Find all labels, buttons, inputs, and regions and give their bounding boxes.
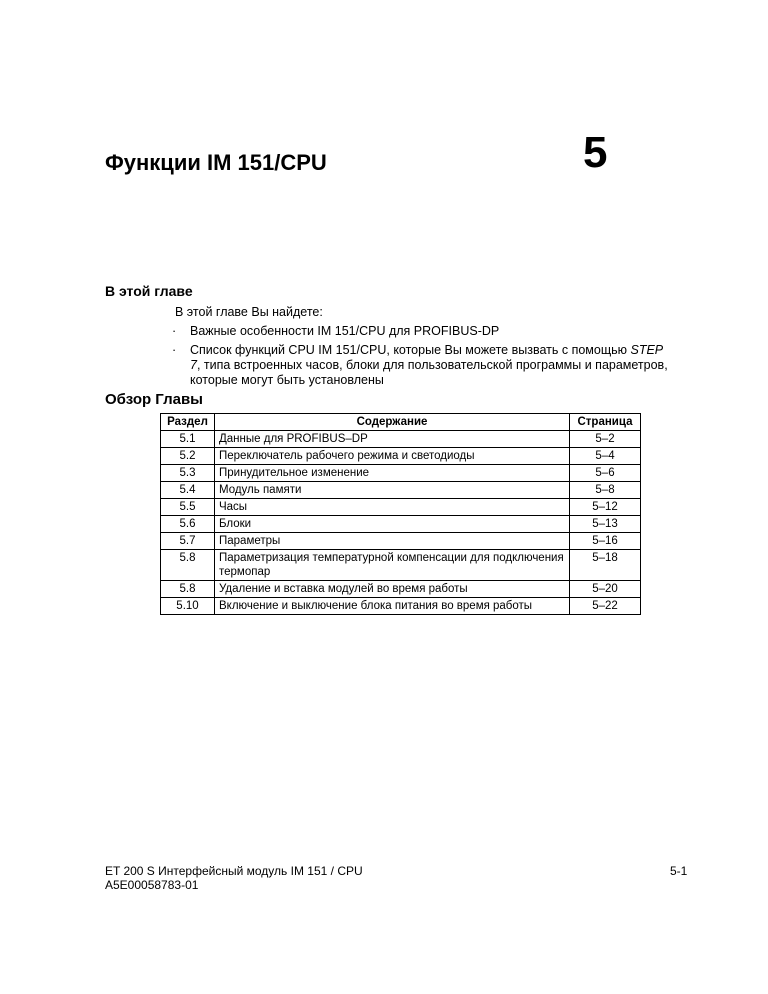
- row-section: 5.3: [161, 465, 215, 482]
- bullet-italic-text: STEP 7: [190, 343, 663, 372]
- bullet-text: Важные особенности IM 151/CPU для PROFIBUS-DP: [190, 324, 500, 338]
- row-section: 5.4: [161, 482, 215, 499]
- bullet-text-after: , типа встроенных часов, блоки для пользовательской программы и параметров, которые могут быть установлены: [190, 358, 668, 387]
- row-content: Параметры: [215, 533, 570, 550]
- column-header-page: Страница: [570, 414, 641, 431]
- chapter-title: Функции IM 151/CPU: [105, 150, 327, 175]
- table-header-row: [161, 414, 641, 431]
- row-page: 5–20: [570, 581, 641, 598]
- row-content: Модуль памяти: [215, 482, 570, 499]
- row-section: 5.2: [161, 448, 215, 465]
- row-page: 5–12: [570, 499, 641, 516]
- in-chapter-body: [172, 305, 675, 392]
- row-content: Включение и выключение блока питания во время работы: [215, 598, 570, 615]
- bullet-list: [172, 324, 675, 388]
- table-row: [161, 516, 641, 533]
- table-row: [161, 431, 641, 448]
- row-page: 5–8: [570, 482, 641, 499]
- intro-text: В этой главе Вы найдете:: [175, 305, 323, 319]
- row-section: 5.6: [161, 516, 215, 533]
- row-content: Переключатель рабочего режима и светодиоды: [215, 448, 570, 465]
- bullet-marker: ·: [172, 324, 177, 338]
- table-row: [161, 482, 641, 499]
- table-row: [161, 533, 641, 550]
- table-row: [161, 499, 641, 516]
- in-chapter-heading: В этой главе: [105, 283, 193, 299]
- page-footer: [105, 864, 363, 892]
- row-section: 5.10: [161, 598, 215, 615]
- table-row: [161, 448, 641, 465]
- row-page: 5–18: [570, 550, 641, 581]
- chapter-overview-table: [160, 413, 641, 615]
- row-page: 5–22: [570, 598, 641, 615]
- column-header-section: Раздел: [161, 414, 215, 431]
- row-content: Принудительное изменение: [215, 465, 570, 482]
- row-section: 5.8: [161, 581, 215, 598]
- table-row: [161, 598, 641, 615]
- row-content: Блоки: [215, 516, 570, 533]
- row-content: Удаление и вставка модулей во время работы: [215, 581, 570, 598]
- table-body: [161, 431, 641, 615]
- row-content: Параметризация температурной компенсации для подключения термопар: [215, 550, 570, 581]
- row-section: 5.5: [161, 499, 215, 516]
- row-page: 5–6: [570, 465, 641, 482]
- column-header-content: Содержание: [215, 414, 570, 431]
- bullet-marker: ·: [172, 343, 177, 357]
- footer-page-number: 5-1: [670, 864, 688, 878]
- list-item: [172, 324, 675, 339]
- list-item: [172, 343, 675, 388]
- bullet-text: Список функций CPU IM 151/CPU, которые Вы можете вызвать с помощью: [190, 343, 628, 357]
- table-row: [161, 465, 641, 482]
- footer-document-id: A5E00058783-01: [105, 878, 199, 892]
- row-page: 5–13: [570, 516, 641, 533]
- overview-heading: Обзор Главы: [105, 391, 203, 408]
- row-page: 5–4: [570, 448, 641, 465]
- row-section: 5.8: [161, 550, 215, 581]
- chapter-number: 5: [583, 128, 608, 177]
- row-page: 5–16: [570, 533, 641, 550]
- footer-document-title: ET 200 S Интерфейсный модуль IM 151 / CPU: [105, 864, 363, 878]
- table-row: [161, 581, 641, 598]
- row-section: 5.7: [161, 533, 215, 550]
- row-page: 5–2: [570, 431, 641, 448]
- row-content: Часы: [215, 499, 570, 516]
- row-content: Данные для PROFIBUS–DP: [215, 431, 570, 448]
- table-row: [161, 550, 641, 581]
- row-section: 5.1: [161, 431, 215, 448]
